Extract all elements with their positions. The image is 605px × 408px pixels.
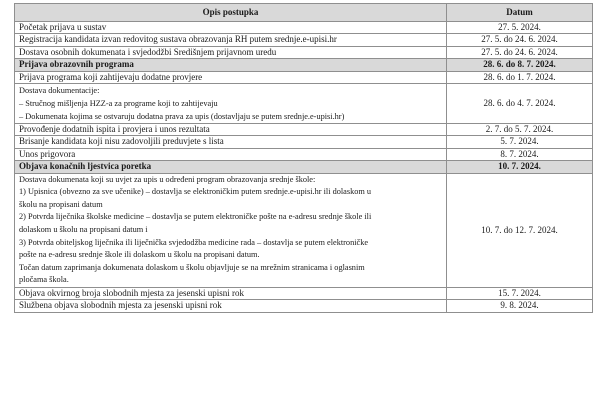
row-line: Dostava dokumenata koji su uvjet za upis u određeni program obrazovanja srednje škole: — [19, 174, 316, 184]
row-date: 10. 7. do 12. 7. 2024. — [447, 173, 593, 287]
row-description: Provođenje dodatnih ispita i provjera i unos rezultata — [15, 124, 447, 136]
row-description-multiline — [15, 84, 447, 124]
table-row-highlighted — [15, 161, 593, 173]
row-line: 3) Potvrda obiteljskog liječnika ili liječnička svjedodžba medicine rada – dostavlja se putem elektroničke — [19, 237, 369, 247]
row-description: Registracija kandidata izvan redovitog sustava obrazovanja RH putem srednje.e-upisi.hr — [15, 34, 447, 46]
row-description: Prijava obrazovnih programa — [15, 59, 447, 71]
table-row-highlighted — [15, 59, 593, 71]
table-row — [15, 148, 593, 160]
table-row — [15, 288, 593, 300]
row-date: 27. 5. do 24. 6. 2024. — [447, 46, 593, 58]
row-date: 5. 7. 2024. — [447, 136, 593, 148]
header-date: Datum — [447, 4, 593, 22]
header-description: Opis postupka — [15, 4, 447, 22]
table-row — [15, 71, 593, 83]
row-line: pošte na e-adresu srednje škole ili dolaskom u školu na propisani datum. — [19, 250, 260, 260]
enrollment-schedule-table — [14, 3, 593, 313]
table-row — [15, 173, 593, 287]
row-description: Prijava programa koji zahtijevaju dodatne provjere — [15, 71, 447, 83]
row-description: Objava konačnih ljestvica poretka — [15, 161, 447, 173]
row-date: 8. 7. 2024. — [447, 148, 593, 160]
row-line: školu na propisani datum — [19, 199, 103, 209]
row-date: 28. 6. do 4. 7. 2024. — [447, 84, 593, 124]
row-date: 2. 7. do 5. 7. 2024. — [447, 124, 593, 136]
table-row — [15, 300, 593, 312]
row-line: – Dokumenata kojima se ostvaruju dodatna prava za upis (dostavljaju se putem srednje.e-upisi.hr) — [19, 112, 345, 122]
table-row — [15, 46, 593, 58]
row-date: 28. 6. do 1. 7. 2024. — [447, 71, 593, 83]
table-row — [15, 22, 593, 34]
row-line: Dostava dokumentacije: — [19, 86, 100, 96]
row-description: Službena objava slobodnih mjesta za jesenski upisni rok — [15, 300, 447, 312]
row-date: 10. 7. 2024. — [447, 161, 593, 173]
row-description: Unos prigovora — [15, 148, 447, 160]
row-date: 15. 7. 2024. — [447, 288, 593, 300]
row-line: Točan datum zaprimanja dokumenata dolaskom u školu objavljuje se na mrežnim stranicama i oglasnim — [19, 262, 365, 272]
table-row — [15, 84, 593, 124]
row-line: dolaskom u školu na propisani datum i — [19, 225, 148, 235]
row-description: Dostava osobnih dokumenata i svjedodžbi Središnjem prijavnom uredu — [15, 46, 447, 58]
table-row — [15, 136, 593, 148]
row-line: pločama škola. — [19, 275, 69, 285]
row-description-multiline — [15, 173, 447, 287]
row-line: 1) Upisnica (obvezno za sve učenike) – dostavlja se elektroničkim putem srednje.e-upisi.hr ili dolaskom u — [19, 187, 372, 197]
row-date: 28. 6. do 8. 7. 2024. — [447, 59, 593, 71]
row-line: 2) Potvrda liječnika školske medicine – dostavlja se putem elektroničke pošte na e-adresu srednje škole ili — [19, 212, 372, 222]
row-line: – Stručnog mišljenja HZZ-a za programe koji to zahtijevaju — [19, 99, 218, 109]
row-description: Početak prijava u sustav — [15, 22, 447, 34]
row-date: 27. 5. do 24. 6. 2024. — [447, 34, 593, 46]
row-date: 9. 8. 2024. — [447, 300, 593, 312]
table-row — [15, 34, 593, 46]
table-header-row — [15, 4, 593, 22]
row-date: 27. 5. 2024. — [447, 22, 593, 34]
table-row — [15, 124, 593, 136]
row-description: Brisanje kandidata koji nisu zadovoljili preduvjete s lista — [15, 136, 447, 148]
row-description: Objava okvirnog broja slobodnih mjesta za jesenski upisni rok — [15, 288, 447, 300]
